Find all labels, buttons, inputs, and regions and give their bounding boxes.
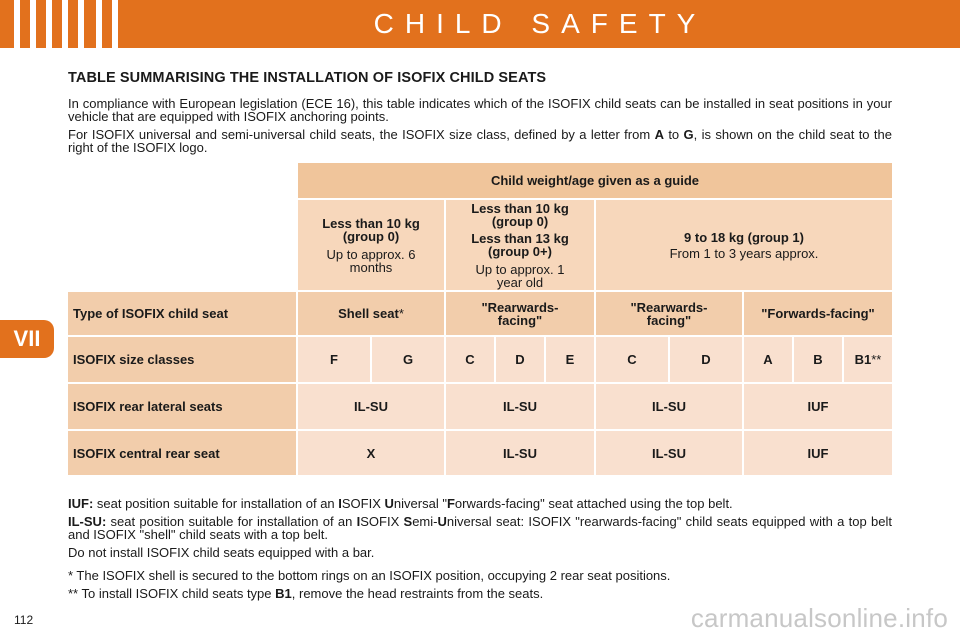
text: emi- [412, 514, 438, 529]
column-title: 9 to 18 kg (group 1) [684, 229, 804, 245]
size-class-value: F [330, 352, 338, 367]
seat-type-rearwards [596, 292, 742, 335]
size-class-cell [794, 337, 842, 382]
header-stripe [30, 0, 36, 48]
note-warning: Do not install ISOFIX child seats equipped with a bar. [68, 545, 375, 560]
size-class-b1 [855, 353, 882, 366]
section-title: TABLE SUMMARISING THE INSTALLATION OF ISOFIX CHILD SEATS [68, 70, 547, 86]
notes-section [68, 497, 892, 605]
intro-paragraph-2 [68, 128, 892, 154]
text: ** To install ISOFIX child seats type [68, 586, 276, 601]
shell-seat-text: Shell seat [338, 306, 399, 321]
note-term: IUF: [68, 496, 94, 511]
page-title: CHILD SAFETY [373, 8, 707, 39]
note-term: IL-SU: [68, 514, 107, 529]
header-stripe [14, 0, 20, 48]
chapter-tab: VII [0, 320, 54, 358]
seat-code: IL-SU [503, 445, 537, 461]
central-seat-cell [446, 431, 594, 475]
size-class-cell [596, 337, 668, 382]
seat-type-text: "Rearwards-facing" [481, 299, 559, 328]
header-stripe [112, 0, 118, 48]
intro-section [68, 70, 892, 159]
column-subtitle: From 1 to 3 years approx. [669, 245, 819, 261]
text: F [446, 496, 455, 511]
column-subtitle: Up to approx. 6 months [326, 246, 416, 275]
size-class-value: G [402, 352, 414, 367]
lateral-seat-cell [446, 384, 594, 429]
text: niversal seat: ISOFIX "rearwards-facing" child seats equipped with a top belt and ISOFIX "shell" child seats with a top belt. [68, 514, 892, 542]
row-label-text: ISOFIX size classes [73, 352, 195, 367]
text: niversal " [393, 496, 447, 511]
text: seat position suitable for installation of an [93, 496, 339, 511]
seat-type-rearwards [446, 292, 594, 335]
text: U [384, 496, 394, 511]
text: , remove the head restraints from the seats. [291, 586, 544, 601]
footnote-star: * The ISOFIX shell is secured to the bottom rings on an ISOFIX position, occupying 2 rear seat positions. [68, 568, 671, 583]
row-label-text: ISOFIX central rear seat [73, 445, 220, 461]
seat-code: IL-SU [503, 399, 537, 414]
text: , is shown on the child seat to the right of the ISOFIX logo. [68, 127, 892, 155]
column-subtitle: Up to approx. 1 year old [475, 261, 565, 290]
seat-type-text: "Rearwards-facing" [630, 299, 708, 328]
text: S [403, 514, 413, 529]
size-class-cell [844, 337, 892, 382]
column-header-group0plus [446, 200, 594, 290]
size-class-cell [298, 337, 370, 382]
text: U [437, 514, 447, 529]
watermark: carmanualsonline.info [690, 603, 948, 633]
size-class-value: C [627, 352, 637, 367]
central-seat-cell [298, 431, 444, 475]
size-letter-g: G [683, 127, 694, 142]
seat-code: IL-SU [652, 445, 686, 461]
lateral-seat-cell [596, 384, 742, 429]
text: B1 [275, 586, 292, 601]
seat-type-text: "Forwards-facing" [761, 306, 875, 321]
column-title: Less than 10 kg (group 0) [322, 215, 420, 244]
seat-type-forwards [744, 292, 892, 335]
intro-paragraph-1: In compliance with European legislation (ECE 16), this table indicates which of the ISOFIX child seats can be installed in seat positions in your vehicle that are equipped with ISOFIX anchoring points. [68, 96, 892, 124]
note-ilsu [68, 515, 892, 541]
central-seat-cell [596, 431, 742, 475]
size-class-value: D [701, 352, 711, 367]
size-class-value: B [813, 352, 823, 367]
group-header-text: Child weight/age given as a guide [490, 173, 700, 188]
text: I [356, 514, 361, 529]
shell-seat-label [338, 307, 404, 320]
size-class-cell [372, 337, 444, 382]
size-class-value: D [515, 352, 525, 367]
text: SOFIX [341, 496, 385, 511]
row-label-seat-type [68, 292, 296, 335]
row-label-text: ISOFIX rear lateral seats [73, 399, 223, 414]
row-label-central-seat [68, 431, 296, 475]
table-group-header [298, 163, 892, 198]
row-label-lateral-seats [68, 384, 296, 429]
size-class-cell [670, 337, 742, 382]
header-stripe [46, 0, 52, 48]
double-asterisk-mark: ** [871, 352, 882, 367]
size-class-value: C [465, 352, 475, 367]
page-number: 112 [14, 613, 34, 627]
text: to [663, 127, 684, 142]
size-class-value: B1 [854, 352, 872, 367]
seat-type-shell [298, 292, 444, 335]
header-stripe [96, 0, 102, 48]
column-header-group0 [298, 200, 444, 290]
seat-code: IL-SU [354, 399, 388, 414]
seat-code: IUF [807, 445, 829, 461]
header-stripe [78, 0, 84, 48]
size-class-cell [446, 337, 494, 382]
size-class-value: E [565, 352, 575, 367]
text: For ISOFIX universal and semi-universal child seats, the ISOFIX size class, defined by a letter from [68, 127, 655, 142]
column-title: Less than 13 kg (group 0+) [471, 230, 569, 259]
text: orwards-facing" seat attached using the top belt. [454, 496, 733, 511]
column-title: Less than 10 kg (group 0) [471, 200, 569, 229]
row-label-text: Type of ISOFIX child seat [73, 306, 229, 321]
footnote-double-star [68, 587, 892, 600]
size-class-cell [496, 337, 544, 382]
text: SOFIX [360, 514, 404, 529]
column-header-group1 [596, 200, 892, 290]
lateral-seat-cell [298, 384, 444, 429]
lateral-seat-cell [744, 384, 892, 429]
seat-code: IL-SU [652, 399, 686, 414]
row-label-size-classes [68, 337, 296, 382]
text: I [338, 496, 342, 511]
size-letter-a: A [654, 127, 664, 142]
size-class-value: A [763, 352, 773, 367]
header-stripe [62, 0, 68, 48]
isofix-table [68, 163, 892, 475]
seat-code: IUF [807, 399, 829, 414]
size-class-cell [546, 337, 594, 382]
note-iuf [68, 497, 892, 510]
header-bar [0, 0, 960, 48]
central-seat-cell [744, 431, 892, 475]
size-class-cell [744, 337, 792, 382]
asterisk-mark: * [398, 306, 404, 321]
seat-code: X [366, 445, 376, 461]
text: seat position suitable for installation of an [106, 514, 357, 529]
